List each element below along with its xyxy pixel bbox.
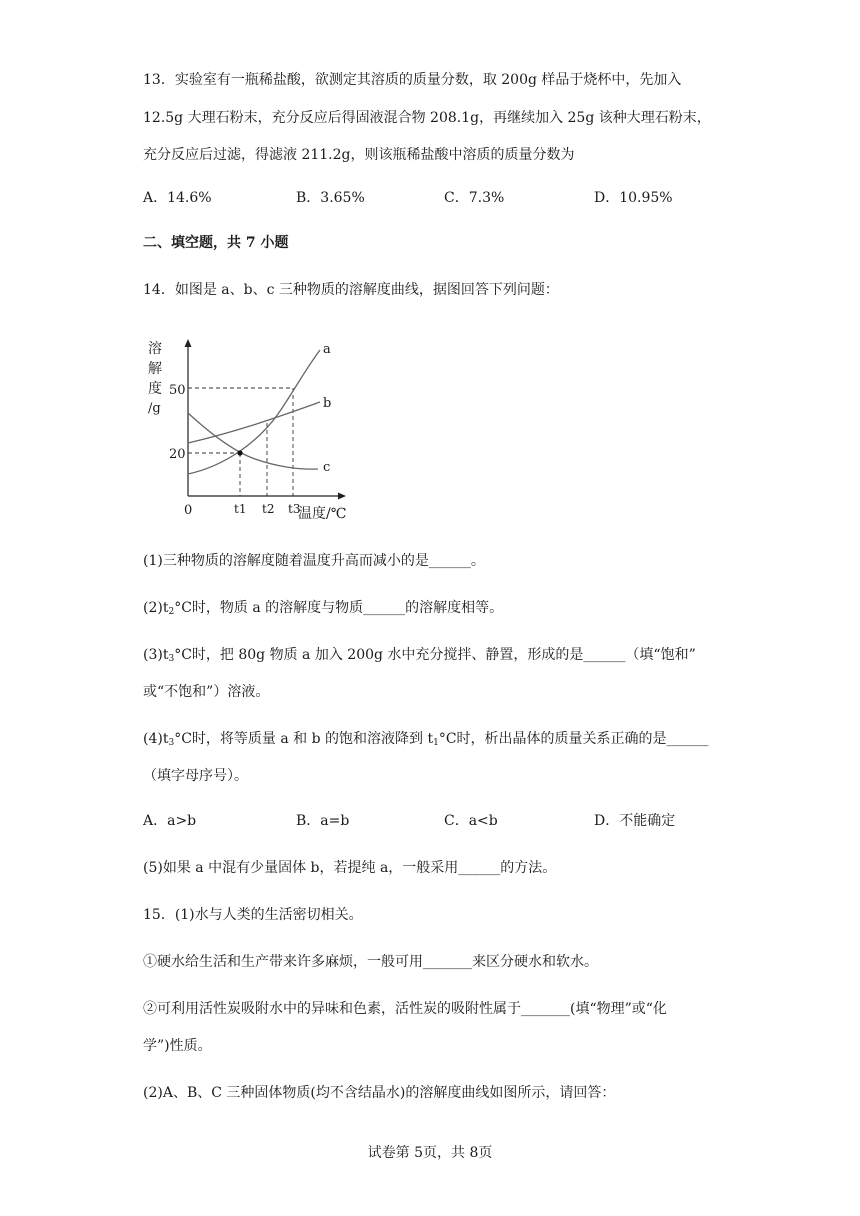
q14-part-2-b: °C时，物质 a 的溶解度与物质______的溶解度相等。 — [174, 600, 504, 616]
y-tick-50: 50 — [169, 383, 186, 398]
q15-part-2: (2)A、B、C 三种固体物质(均不含结晶水)的溶解度曲线如图所示，请回答： — [143, 1085, 616, 1101]
section-2-title: 二、填空题，共 7 小题 — [143, 235, 289, 251]
x-axis-arrow — [338, 493, 346, 500]
q14-part-4-cont: （填字母序号）。 — [143, 768, 248, 784]
q14-option-b: B．a=b — [296, 813, 350, 829]
q14-part-3-b: °C时，把 80g 物质 a 加入 200g 水中充分搅拌、静置，形成的是______（填“饱和” — [174, 647, 696, 663]
q13-option-c: C．7.3% — [444, 190, 505, 206]
q15-sub-2-cont: 学”)性质。 — [143, 1038, 212, 1054]
x-tick-t1: t1 — [234, 502, 247, 516]
y-label-char-1: 溶 — [148, 341, 162, 357]
page-footer: 试卷第 5页，共 8页 — [367, 1145, 493, 1161]
q14-stem: 14．如图是 a、b、c 三种物质的溶解度曲线，据图回答下列问题： — [143, 282, 559, 298]
guide-lines — [188, 388, 293, 496]
y-label-char-2: 解 — [148, 361, 162, 377]
y-label-char-3: 度 — [148, 381, 162, 397]
q14-part-3-a: (3)t — [143, 647, 169, 663]
q14-part-2-a: (2)t — [143, 600, 169, 616]
q14-part-4 — [143, 729, 709, 753]
q15-sub-2: ②可利用活性炭吸附水中的异味和色素，活性炭的吸附性属于_______(填“物理”或“化 — [143, 1001, 667, 1017]
x-axis-label: 温度/℃ — [298, 506, 347, 522]
q13-option-d: D．10.95% — [594, 190, 673, 206]
q14-part-4-c: °C时，析出晶体的质量关系正确的是______ — [438, 731, 709, 747]
q14-part-4-b: °C时，将等质量 a 和 b 的饱和溶液降到 t — [174, 731, 434, 747]
q14-option-d: D．不能确定 — [594, 813, 676, 829]
q14-part-2-sub: 2 — [168, 607, 175, 617]
q14-part-2 — [143, 598, 503, 622]
y-tick-20: 20 — [169, 447, 186, 462]
curve-a — [188, 350, 320, 474]
q14-part-4-sub: 3 — [168, 738, 175, 748]
origin-label: 0 — [184, 503, 193, 518]
x-tick-t3: t3 — [288, 502, 301, 516]
q14-part-3-sub: 3 — [168, 654, 175, 664]
curve-b — [188, 402, 320, 443]
q13-line-2: 12.5g 大理石粉末，充分反应后得固液混合物 208.1g，再继续加入 25g 该种大理石粉末， — [143, 110, 711, 126]
intersection-point — [237, 450, 242, 455]
q13-line-3: 充分反应后过滤，得滤液 211.2g，则该瓶稀盐酸中溶质的质量分数为 — [143, 147, 575, 163]
q14-option-c: C．a<b — [444, 813, 498, 829]
q14-part-4-a: (4)t — [143, 731, 169, 747]
curve-label-a: a — [323, 342, 331, 357]
q14-option-a: A．a>b — [143, 813, 197, 829]
q14-part-5: (5)如果 a 中混有少量固体 b，若提纯 a，一般采用______的方法。 — [143, 860, 557, 876]
q15-stem: 15．(1)水与人类的生活密切相关。 — [143, 907, 363, 923]
q13-option-a: A．14.6% — [143, 190, 212, 206]
solubility-chart — [140, 332, 370, 524]
q13-line-1: 13．实验室有一瓶稀盐酸，欲测定其溶质的质量分数，取 200g 样品于烧杯中，先加入 — [143, 72, 682, 88]
x-tick-t2: t2 — [262, 502, 275, 516]
q14-part-4-sub2: 1 — [433, 738, 439, 748]
y-label-char-4: /g — [148, 401, 161, 416]
q14-part-3 — [143, 645, 696, 669]
curve-label-b: b — [323, 396, 332, 411]
q14-part-1: (1)三种物质的溶解度随着温度升高而减小的是______。 — [143, 553, 485, 569]
q13-option-b: B．3.65% — [296, 190, 365, 206]
q14-part-3-cont: 或“不饱和”）溶液。 — [143, 684, 270, 700]
q15-sub-1: ①硬水给生活和生产带来许多麻烦，一般可用_______来区分硬水和软水。 — [143, 954, 598, 970]
y-axis-arrow — [185, 339, 192, 347]
curve-label-c: c — [323, 460, 331, 475]
